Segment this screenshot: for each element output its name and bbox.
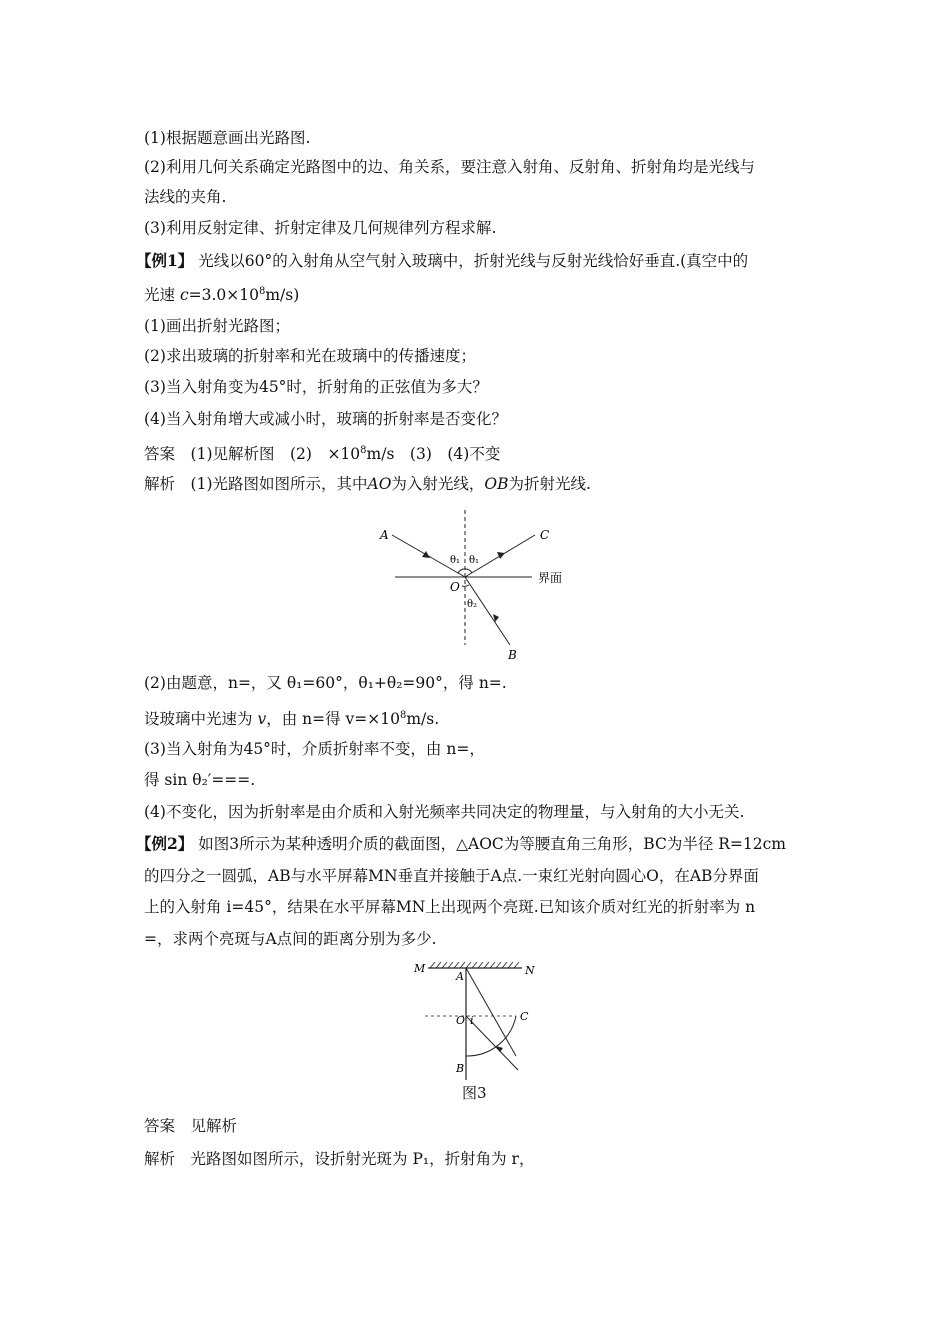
example-1-solution-3b: 得 sin θ₂′===. — [144, 771, 256, 789]
example-2-analysis-text: 光路图如图所示，设折射光斑为 P₁，折射角为 r， — [190, 1150, 535, 1168]
example-1-analysis — [144, 474, 591, 494]
sol2b-v: v — [257, 710, 267, 729]
edge-AC — [466, 968, 516, 1056]
arrow-AO — [422, 551, 430, 558]
refraction-diagram — [370, 505, 590, 665]
example-1-solution-2: (2)由题意，n=，又 θ₁=60°，θ₁+θ₂=90°，得 n=. — [144, 674, 507, 692]
q2-sup: 8 — [258, 286, 266, 297]
incident-ray-arrow — [496, 1046, 503, 1052]
fig3-label-O: O — [456, 1014, 466, 1027]
method-step-1: (1)根据题意画出光路图. — [144, 129, 311, 147]
example-2-question-line-3: 上的入射角 i=45°，结果在水平屏幕MN上出现两个亮斑.已知该介质对红光的折射率为 n — [144, 898, 756, 916]
analysis-b: 为入射光线， — [391, 475, 485, 493]
method-step-2b: 法线的夹角. — [144, 188, 227, 206]
example-2-analysis — [144, 1149, 534, 1169]
example-2-answer — [144, 1116, 237, 1136]
analysis-AO: AO — [367, 475, 392, 493]
sol2b-c: m/s. — [406, 710, 440, 729]
angle-arc-bottom — [462, 585, 469, 586]
example-1-answer — [144, 441, 500, 464]
sol2b-sup: 8 — [399, 710, 407, 721]
example-2-q1: 如图3所示为某种透明介质的截面图，△AOC为等腰直角三角形，BC为半径 R=12cm — [198, 835, 787, 853]
example-2-tag: 【例2】 — [136, 834, 194, 853]
label-theta2: θ₂ — [467, 599, 478, 610]
label-A: A — [380, 528, 389, 542]
label-interface: 界面 — [538, 571, 563, 585]
analysis-c: 为折射光线. — [508, 475, 591, 493]
example-2-answer-label: 答案 — [144, 1117, 176, 1135]
method-step-3: (3)利用反射定律、折射定律及几何规律列方程求解. — [144, 219, 497, 237]
example-1-solution-2b — [144, 706, 439, 729]
label-B: B — [508, 648, 517, 662]
example-1-question-line-2 — [144, 282, 299, 305]
example-1-part-3: (3)当入射角变为45°时，折射角的正弦值为多大？ — [144, 378, 488, 396]
answer-b: m/s (3) (4)不变 — [366, 445, 501, 464]
label-C: C — [540, 528, 550, 542]
sol2b-a: 设玻璃中光速为 — [144, 710, 258, 729]
q2-prefix: 光速 — [144, 286, 180, 305]
example-1-part-4: (4)当入射角增大或减小时，玻璃的折射率是否变化？ — [144, 410, 507, 428]
incident-ray — [466, 1016, 518, 1070]
arrow-OC — [497, 552, 505, 559]
answer-sup: 8 — [360, 445, 367, 456]
answer-a: (1)见解析图 (2) ×10 — [190, 445, 361, 464]
method-step-2a: (2)利用几何关系确定光路图中的边、角关系，要注意入射角、反射角、折射角均是光线与 — [144, 158, 755, 176]
example-1-solution-3: (3)当入射角为45°时，介质折射率不变，由 n=， — [144, 740, 485, 758]
analysis-a: (1)光路图如图所示，其中 — [190, 475, 368, 493]
example-1-question-line-1 — [136, 251, 748, 271]
label-O: O — [450, 580, 460, 594]
example-1-part-2: (2)求出玻璃的折射率和光在玻璃中的传播速度； — [144, 347, 476, 365]
fig3-label-C: C — [520, 1010, 529, 1023]
example-1-part-1: (1)画出折射光路图； — [144, 317, 290, 335]
figure-3-diagram — [400, 960, 560, 1080]
fig3-label-M: M — [414, 962, 426, 975]
example-1-solution-4: (4)不变化，因为折射率是由介质和入射光频率共同决定的物理量，与入射角的大小无关. — [144, 803, 745, 821]
fig3-label-N: N — [525, 964, 535, 977]
q2-suffix: m/s) — [265, 286, 300, 305]
example-2-analysis-label: 解析 — [144, 1150, 176, 1168]
fig3-label-B: B — [456, 1062, 465, 1075]
label-theta1-right: θ₁ — [469, 555, 480, 566]
screen-hatching — [430, 962, 519, 968]
analysis-OB: OB — [484, 475, 509, 493]
example-1-q1: 光线以60°的入射角从空气射入玻璃中，折射光线与反射光线恰好垂直.(真空中的 — [198, 252, 749, 270]
ray-OB — [465, 577, 510, 645]
analysis-label: 解析 — [144, 475, 176, 493]
fig3-label-A: A — [456, 970, 464, 983]
answer-label: 答案 — [144, 445, 176, 464]
figure-3-caption: 图3 — [462, 1084, 487, 1102]
example-2-question-line-2: 的四分之一圆弧，AB与水平屏幕MN垂直并接触于A点.一束红光射向圆心O，在AB分界面 — [144, 867, 759, 885]
q2-var: c — [179, 286, 189, 305]
example-2-question-line-1 — [136, 834, 786, 854]
fig3-label-i: i — [470, 1014, 474, 1027]
example-2-question-line-4: =，求两个亮斑与A点间的距离分别为多少. — [144, 930, 437, 948]
label-theta1-left: θ₁ — [450, 555, 461, 566]
example-2-answer-text: 见解析 — [190, 1117, 238, 1135]
sol2b-b: ，由 n=得 v=×10 — [266, 710, 400, 729]
q2-mid: =3.0×10 — [188, 286, 259, 305]
example-1-tag: 【例1】 — [136, 251, 194, 270]
